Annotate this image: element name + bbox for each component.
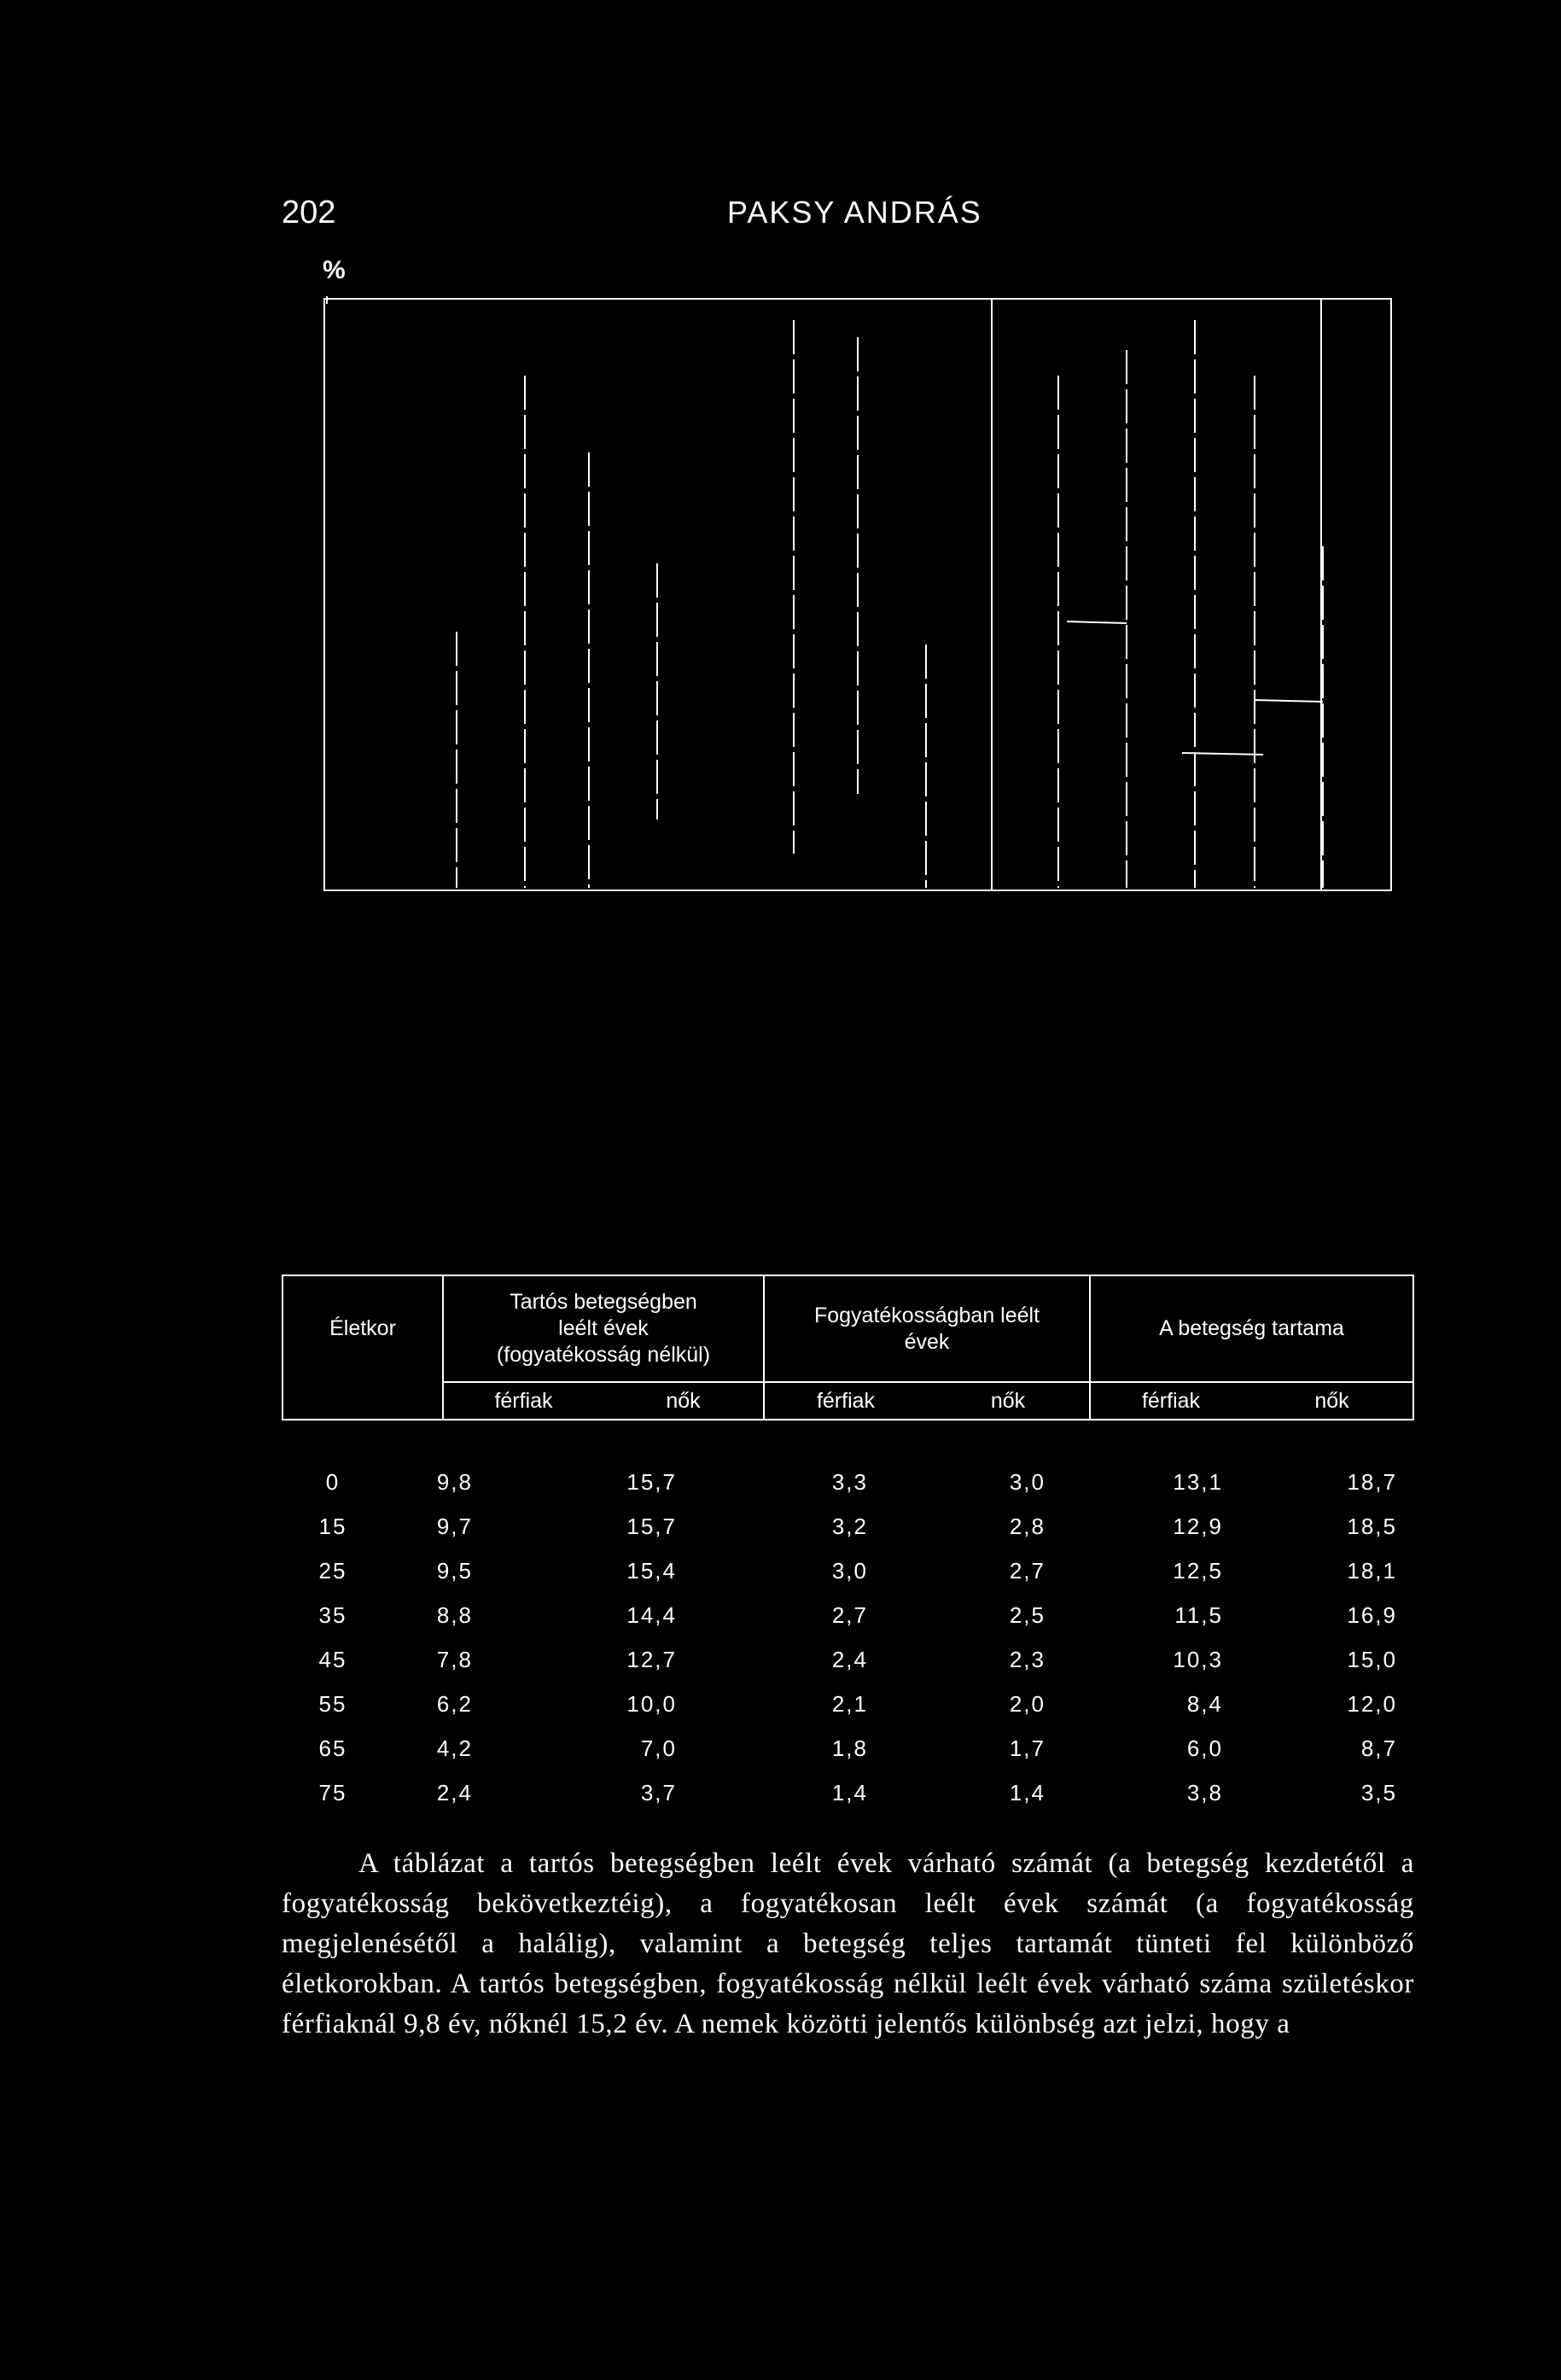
header-group-chronic: Tartós betegségben leélt évek (fogyatékosság nélkül) [496,1290,711,1367]
page-number: 202 [282,195,336,230]
cell-value: 1,8 [831,1735,868,1761]
cell-age: 35 [318,1602,347,1628]
header-men: férfiak [494,1388,553,1413]
cell-value: 2,0 [1009,1691,1046,1717]
cell-age: 75 [318,1780,347,1805]
chart-step-line [1067,621,1127,623]
cell-value: 15,7 [626,1514,677,1539]
cell-value: 12,7 [626,1647,677,1672]
caption-text: A táblázat a tartós betegségben leélt évek várható számát (a betegség kezdetétől a fogyatékosság bekövetkeztéig), a fogyatékosan leélt évek számát (a fogyatékosság megjelenésétől a halálig), valamint a betegség teljes tartamát tünteti fel különböző életkorokban. A tartós betegségben, fogyatékosság nélkül leélt évek várható száma születéskor férfiaknál 9,8 év, nőknél 15,2 év. A nemek közötti jelentős különbség azt jelzi, hogy a [282,1848,1414,2039]
cell-value: 12,0 [1347,1691,1397,1717]
table-rule [1412,1275,1414,1420]
cell-value: 1,7 [1009,1735,1046,1761]
cell-value: 3,0 [1009,1469,1046,1495]
table-row [282,1735,1414,1770]
header-women: nők [990,1388,1026,1413]
table-row [282,1780,1414,1814]
header-age: Életkor [329,1316,396,1340]
cell-age: 55 [318,1691,347,1717]
header-group-duration: A betegség tartama [1159,1316,1344,1340]
cell-age: 45 [318,1647,347,1672]
cell-value: 9,8 [436,1469,473,1495]
cell-value: 3,7 [640,1780,677,1805]
header-men: férfiak [816,1388,876,1413]
cell-value: 6,2 [436,1691,473,1717]
cell-value: 18,7 [1347,1469,1397,1495]
cell-value: 6,0 [1186,1735,1223,1761]
running-head: PAKSY ANDRÁS [727,195,982,230]
cell-value: 3,5 [1360,1780,1397,1805]
cell-age: 15 [318,1514,347,1539]
cell-value: 3,2 [831,1514,868,1539]
cell-value: 7,8 [436,1647,473,1672]
cell-value: 1,4 [831,1780,868,1805]
cell-value: 2,7 [1009,1558,1046,1584]
cell-age: 25 [318,1558,347,1584]
table-row [282,1647,1414,1681]
cell-value: 12,9 [1173,1514,1223,1539]
cell-value: 2,5 [1009,1602,1046,1628]
cell-value: 3,3 [831,1469,868,1495]
table-rule [282,1419,1414,1420]
table-row [282,1514,1414,1548]
cell-age: 0 [325,1469,341,1495]
cell-value: 13,1 [1173,1469,1223,1495]
header-women: nők [1314,1388,1349,1413]
cell-value: 10,0 [626,1691,677,1717]
cell-value: 15,7 [626,1469,677,1495]
table-row [282,1469,1414,1503]
cell-value: 3,0 [831,1558,868,1584]
cell-value: 11,5 [1174,1602,1223,1628]
cell-value: 8,8 [436,1602,473,1628]
cell-value: 12,5 [1173,1558,1223,1584]
cell-value: 8,7 [1360,1735,1397,1761]
table-header [282,1275,1414,1420]
cell-value: 9,5 [436,1558,473,1584]
cell-value: 4,2 [436,1735,473,1761]
cell-value: 9,7 [436,1514,473,1539]
cell-value: 16,9 [1347,1602,1397,1628]
cell-age: 65 [318,1735,347,1761]
body-paragraph [282,1844,1414,2045]
chart-step-line [1255,700,1323,702]
cell-value: 2,8 [1009,1514,1046,1539]
cell-value: 2,4 [436,1780,473,1805]
table-row [282,1558,1414,1592]
y-axis-label: % [323,256,346,284]
cell-value: 15,4 [626,1558,677,1584]
cell-value: 2,7 [831,1602,868,1628]
cell-value: 8,4 [1186,1691,1223,1717]
header-men: férfiak [1141,1388,1201,1413]
header-group-disability: Fogyatékosságban leélt évek [813,1303,1040,1354]
cell-value: 1,4 [1009,1780,1046,1805]
cell-value: 15,0 [1347,1647,1397,1672]
table-row [282,1602,1414,1636]
cell-value: 18,1 [1347,1558,1397,1584]
cell-value: 3,8 [1186,1780,1223,1805]
cell-value: 2,1 [831,1691,868,1717]
chart-figure [0,0,1561,922]
cell-value: 2,4 [831,1647,868,1672]
cell-value: 7,0 [640,1735,677,1761]
table-row [282,1691,1414,1725]
cell-value: 10,3 [1173,1647,1223,1672]
cell-value: 14,4 [626,1602,677,1628]
cell-value: 18,5 [1347,1514,1397,1539]
header-women: nők [666,1388,701,1413]
cell-value: 2,3 [1009,1647,1046,1672]
